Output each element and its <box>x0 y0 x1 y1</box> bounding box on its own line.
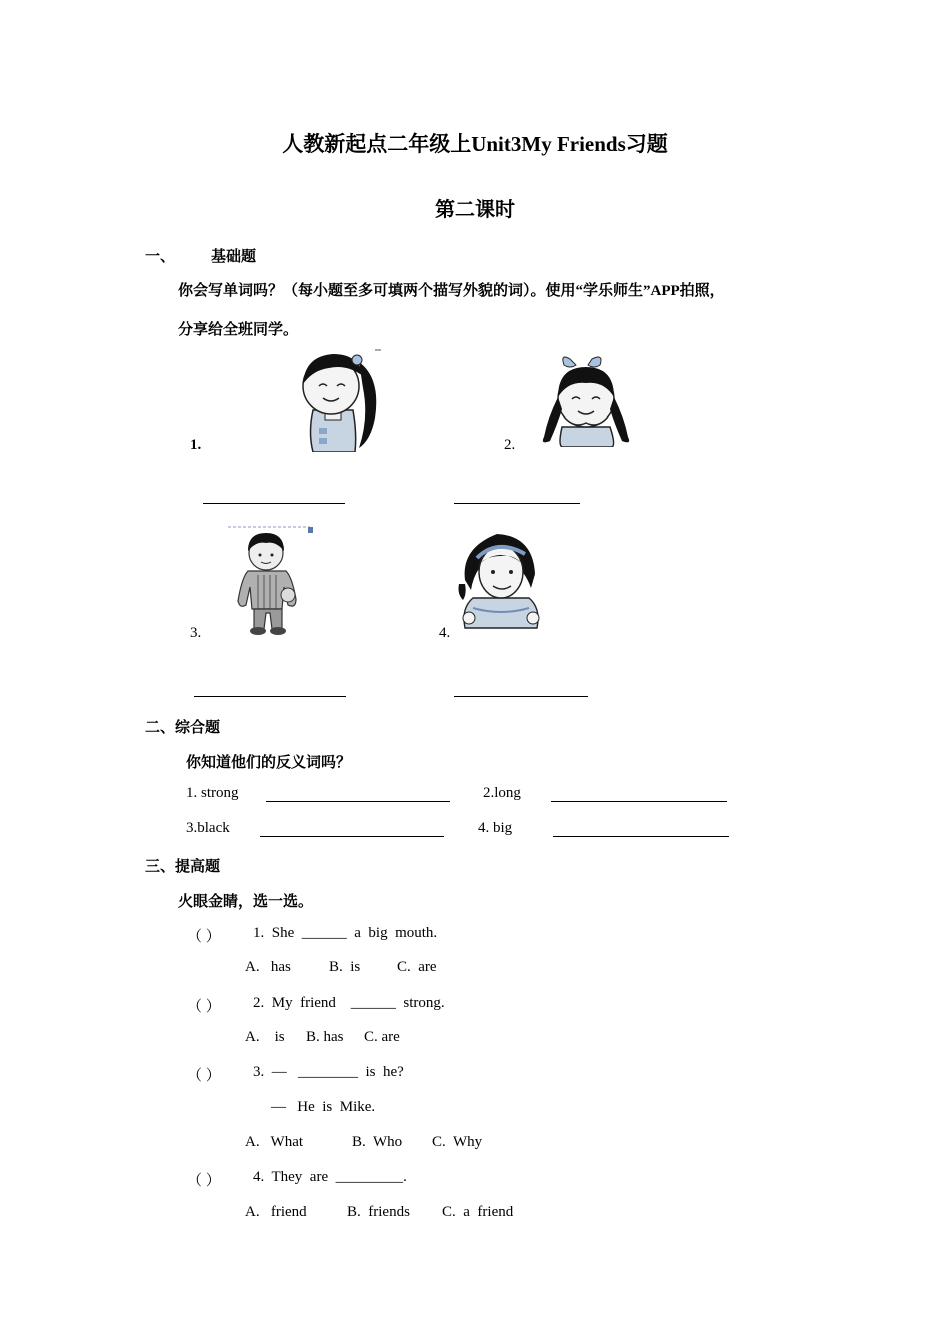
boy-striped-sweater-icon <box>226 525 316 637</box>
q4-option-a[interactable]: A. friend <box>245 1204 307 1220</box>
antonym-label-2: 2.long <box>483 785 521 801</box>
antonym-line-1[interactable] <box>266 801 450 802</box>
q3-option-a[interactable]: A. What <box>245 1134 304 1150</box>
section1-instruction-2: 分享给全班同学。 <box>178 322 299 338</box>
q3-answer: — He is Mike. <box>271 1099 376 1115</box>
antonym-line-4[interactable] <box>553 836 729 837</box>
antonym-label-1: 1. strong <box>186 785 239 801</box>
section2-heading: 二、综合题 <box>145 720 221 736</box>
q2-option-c[interactable]: C. are <box>364 1029 400 1045</box>
q1-option-a[interactable]: A. has <box>245 959 291 975</box>
answer-line-4[interactable] <box>454 696 588 697</box>
q1-stem: 1. She ______ a big mouth. <box>253 925 438 941</box>
girl-headband-icon <box>457 524 545 632</box>
answer-line-1[interactable] <box>203 503 345 504</box>
section1-number: 一、 <box>145 249 176 265</box>
page-title: 人教新起点二年级上Unit3My Friends习题 <box>282 132 668 156</box>
section2-instruction: 你知道他们的反义词吗？ <box>186 755 352 771</box>
q3-paren[interactable]: （ ） <box>187 1068 221 1084</box>
section3-instruction: 火眼金睛，选一选。 <box>178 894 314 910</box>
antonym-line-2[interactable] <box>551 801 727 802</box>
girl-bow-braids-icon <box>534 353 638 447</box>
q3-option-b[interactable]: B. Who <box>352 1134 403 1150</box>
item-label-4: 4. <box>439 625 451 641</box>
answer-line-2[interactable] <box>454 503 580 504</box>
q2-option-a[interactable]: A. is <box>245 1029 285 1045</box>
girl-ponytail-icon <box>283 348 383 452</box>
antonym-line-3[interactable] <box>260 836 444 837</box>
q2-option-b[interactable]: B. has <box>306 1029 344 1045</box>
q2-paren[interactable]: （ ） <box>187 999 221 1015</box>
answer-line-3[interactable] <box>194 696 346 697</box>
item-label-3: 3. <box>190 625 202 641</box>
q1-option-b[interactable]: B. is <box>329 959 361 975</box>
item-label-1: 1. <box>190 437 202 453</box>
q3-option-c[interactable]: C. Why <box>432 1134 483 1150</box>
antonym-label-4: 4. big <box>478 820 513 836</box>
q3-stem: 3. — ________ is he? <box>253 1064 404 1080</box>
q4-stem: 4. They are _________. <box>253 1169 407 1185</box>
item-label-2: 2. <box>504 437 516 453</box>
q4-option-b[interactable]: B. friends <box>347 1204 410 1220</box>
q4-paren[interactable]: （ ） <box>187 1173 221 1189</box>
page-subtitle: 第二课时 <box>435 199 515 221</box>
section3-heading: 三、提高题 <box>145 859 221 875</box>
antonym-label-3: 3.black <box>186 820 230 836</box>
q2-stem: 2. My friend ______ strong. <box>253 995 445 1011</box>
q4-option-c[interactable]: C. a friend <box>442 1204 514 1220</box>
q1-option-c[interactable]: C. are <box>397 959 437 975</box>
section1-instruction-1: 你会写单词吗？（每小题至多可填两个描写外貌的词）。使用“学乐师生”APP拍照， <box>178 283 725 299</box>
section1-heading: 基础题 <box>211 249 257 265</box>
q1-paren[interactable]: （ ） <box>187 929 221 945</box>
